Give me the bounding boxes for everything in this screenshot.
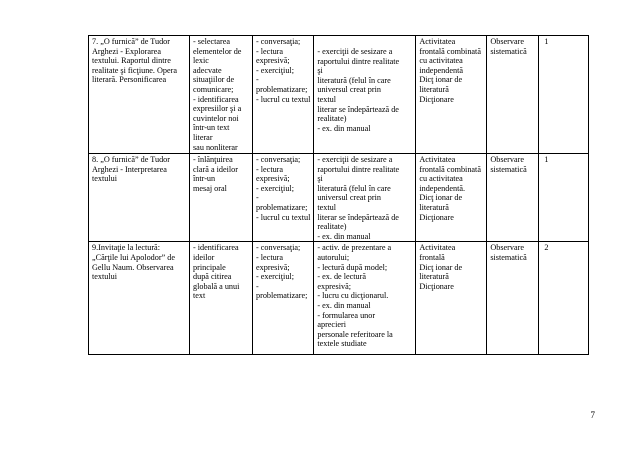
- cell-line: literar se îndepărtează de: [317, 104, 399, 114]
- cell-line: Dicţionare: [419, 281, 454, 291]
- cell-line: sistematică: [490, 46, 527, 56]
- cell-line: - conversaţia;: [256, 37, 301, 46]
- cell-line: - exerciţiul;: [256, 272, 294, 282]
- cell-line: universul creat prin: [317, 193, 382, 203]
- cell-line: expresivă;: [317, 281, 351, 291]
- cell-line: - exerciţii de sesizare a: [317, 155, 393, 164]
- cell-line: 2: [544, 243, 549, 253]
- cell-line: - ex. de lectură: [317, 272, 366, 282]
- cell-line: literar: [193, 132, 213, 142]
- cell-line: - formularea unor: [317, 310, 376, 320]
- cell-line: - exerciţiul;: [256, 183, 294, 193]
- cell-line: textului: [92, 174, 118, 184]
- cell-line: cu activitatea: [419, 174, 463, 184]
- cell-line: realitate): [317, 222, 347, 232]
- cell-line: mesaj oral: [193, 183, 227, 193]
- cell-line: - conversaţia;: [256, 155, 301, 164]
- cell-line: expresivă;: [256, 262, 290, 272]
- lesson-plan-table: [88, 35, 589, 355]
- hours-cell: [539, 242, 589, 355]
- cell-line: - lucru cu dicţionarul.: [317, 291, 389, 301]
- cell-line: adecvate: [193, 65, 222, 75]
- cell-line: Dicţ ionar de: [419, 193, 463, 203]
- hours-cell: [539, 154, 589, 242]
- cell-line: - lectură după model;: [317, 262, 388, 272]
- cell-line: - lucrul cu textul: [256, 212, 311, 222]
- cell-line: Activitatea: [419, 155, 456, 164]
- evaluation-cell: [487, 36, 539, 154]
- cell-line: Observare: [490, 243, 524, 253]
- cell-line: -: [256, 193, 259, 203]
- cell-line: problematizare;: [256, 291, 308, 301]
- cell-line: Arghezi - Interpretarea: [92, 164, 167, 174]
- cell-line: personale referitoare la: [317, 329, 393, 339]
- cell-line: - conversaţia;: [256, 243, 301, 253]
- hours-cell: [539, 36, 589, 154]
- cell-line: frontală combinată: [419, 46, 481, 56]
- cell-line: ideilor: [193, 252, 215, 262]
- cell-line: 1: [544, 155, 549, 164]
- evaluation-cell: [487, 154, 539, 242]
- cell-line: într-un text: [193, 123, 230, 133]
- cell-line: comunicare;: [193, 84, 234, 94]
- cell-line: principale: [193, 262, 226, 272]
- cell-line: problematizare;: [256, 84, 308, 94]
- cell-line: şi: [317, 174, 323, 184]
- activities-cell: [314, 36, 416, 154]
- methods-cell: [253, 36, 314, 154]
- cell-line: sau nonliterar: [193, 142, 238, 152]
- cell-line: - exerciţiul;: [256, 65, 294, 75]
- cell-line: - lectura: [256, 46, 284, 56]
- cell-line: - activ. de prezentare a: [317, 243, 392, 253]
- cell-line: -: [256, 281, 259, 291]
- cell-line: - exerciţii de sesizare a: [317, 47, 393, 56]
- cell-line: literar se îndepărtează de: [317, 212, 399, 222]
- competence-cell: [190, 154, 253, 242]
- organization-cell: [416, 154, 487, 242]
- cell-line: expresivă;: [256, 56, 290, 66]
- cell-line: Observare: [490, 155, 524, 164]
- cell-line: textului: [92, 272, 118, 282]
- cell-line: text: [193, 291, 206, 301]
- cell-line: 7. „O furnică” de Tudor: [92, 37, 170, 46]
- cell-line: cuvintelor noi: [193, 113, 239, 123]
- table-row: [89, 242, 589, 355]
- cell-line: independentă: [419, 65, 463, 75]
- cell-line: literatură: [419, 84, 449, 94]
- cell-line: - ex. din manual: [317, 231, 371, 241]
- activities-cell: [314, 154, 416, 242]
- cell-line: -: [256, 75, 259, 85]
- table-row: [89, 154, 589, 242]
- competence-cell: [190, 36, 253, 154]
- cell-line: - identificarea: [193, 243, 239, 253]
- cell-line: Activitatea: [419, 37, 456, 46]
- cell-line: textul: [317, 202, 336, 212]
- cell-line: Dicţ ionar de: [419, 75, 463, 85]
- cell-line: - înlănţuirea: [193, 155, 233, 164]
- evaluation-cell: [487, 242, 539, 355]
- activities-cell: [314, 242, 416, 355]
- cell-line: literatură: [419, 202, 449, 212]
- table-body: [89, 36, 589, 355]
- cell-line: textele studiate: [317, 339, 367, 349]
- cell-line: problematizare;: [256, 202, 308, 212]
- cell-line: literatură (felul în care: [317, 75, 391, 85]
- page-number: 7: [590, 410, 595, 420]
- cell-line: Dicţionare: [419, 212, 454, 222]
- cell-line: independentă.: [419, 183, 466, 193]
- cell-line: 1: [544, 37, 549, 46]
- cell-line: autorului;: [317, 252, 350, 262]
- cell-line: Dicţ ionar de: [419, 262, 463, 272]
- cell-line: textul: [317, 94, 336, 104]
- cell-line: realitate şi ficţiune. Opera: [92, 65, 178, 75]
- content-cell: [89, 154, 190, 242]
- cell-line: Dicţionare: [419, 94, 454, 104]
- cell-line: literatură (felul în care: [317, 183, 391, 193]
- cell-line: situaţiilor de: [193, 75, 235, 85]
- content-cell: [89, 242, 190, 355]
- cell-line: şi: [317, 66, 323, 76]
- cell-line: expresivă;: [256, 174, 290, 184]
- cell-line: - lectura: [256, 252, 284, 262]
- cell-line: 9.Invitaţie la lectură:: [92, 243, 160, 253]
- cell-line: într-un: [193, 174, 216, 184]
- competence-cell: [190, 242, 253, 355]
- cell-line: lexic: [193, 56, 209, 66]
- methods-cell: [253, 242, 314, 355]
- cell-line: globală a unui: [193, 281, 240, 291]
- table-row: [89, 36, 589, 154]
- cell-line: realitate): [317, 114, 347, 124]
- cell-line: sistematică: [490, 252, 527, 262]
- content-cell: [89, 36, 190, 154]
- cell-line: - ex. din manual: [317, 300, 371, 310]
- cell-line: frontală combinată: [419, 164, 481, 174]
- cell-line: literară. Personificarea: [92, 75, 167, 85]
- cell-line: după citirea: [193, 272, 232, 282]
- cell-line: literatură: [419, 272, 449, 282]
- methods-cell: [253, 154, 314, 242]
- cell-line: elementelor de: [193, 46, 242, 56]
- cell-line: raportului dintre realitate: [317, 56, 400, 66]
- cell-line: expresiilor şi a: [193, 104, 242, 114]
- cell-line: textului. Raportul dintre: [92, 56, 171, 66]
- cell-line: cu activitatea: [419, 56, 463, 66]
- organization-cell: [416, 242, 487, 355]
- cell-line: - lectura: [256, 164, 284, 174]
- cell-line: Activitatea: [419, 243, 456, 253]
- cell-line: 8. „O furnică” de Tudor: [92, 155, 170, 164]
- cell-line: universul creat prin: [317, 85, 382, 95]
- cell-line: - ex. din manual: [317, 123, 371, 133]
- cell-line: sistematică: [490, 164, 527, 174]
- cell-line: clară a ideilor: [193, 164, 239, 174]
- cell-line: Observare: [490, 37, 524, 46]
- cell-line: - lucrul cu textul: [256, 94, 311, 104]
- cell-line: Gellu Naum. Observarea: [92, 262, 174, 272]
- cell-line: Arghezi - Explorarea: [92, 46, 161, 56]
- cell-line: - identificarea: [193, 94, 239, 104]
- cell-line: aprecieri: [317, 320, 346, 330]
- cell-line: raportului dintre realitate: [317, 164, 400, 174]
- cell-line: - selectarea: [193, 37, 231, 46]
- cell-line: frontală: [419, 252, 445, 262]
- cell-line: „Cărţile lui Apolodor” de: [92, 252, 175, 262]
- organization-cell: [416, 36, 487, 154]
